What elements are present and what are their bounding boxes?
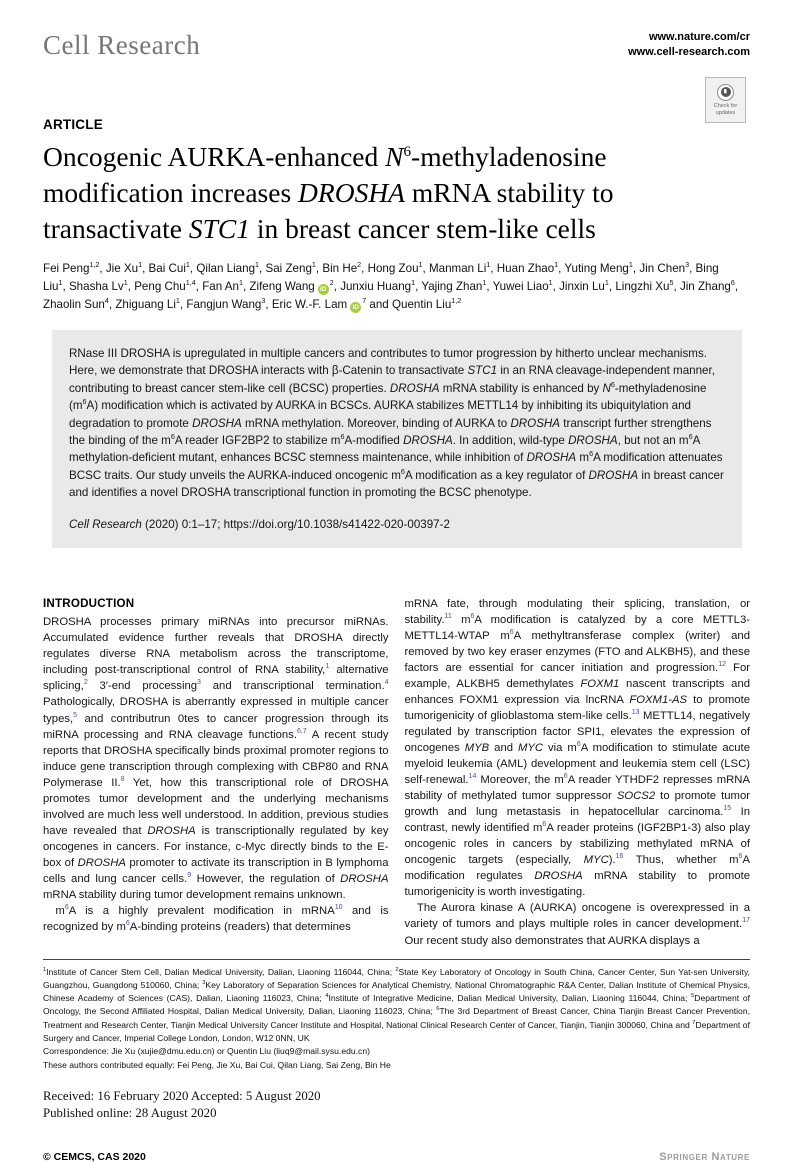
- author: Fan An$^1$: [202, 278, 243, 294]
- abstract-box: [52, 330, 742, 548]
- citation-line: Cell Research (2020) 0:1–17; https://doi.org/10.1038/s41422-020-00397-2: [69, 518, 450, 532]
- url-nature: www.nature.com/cr: [648, 31, 750, 43]
- right-column-text: [405, 596, 751, 949]
- author: Zifeng Wang $iD^2$: [249, 278, 334, 294]
- title-line-3: transactivate STC1 in breast cancer stem-like cells: [43, 213, 596, 245]
- author: Bai Cui$^1$: [148, 260, 190, 276]
- page-header: [43, 30, 750, 61]
- left-column-text: [43, 614, 389, 935]
- author: Zhiguang Li$^1$: [115, 296, 180, 311]
- author: Eric W.-F. Lam $iD^7$: [271, 296, 367, 311]
- badge-label: Check for updates: [713, 102, 738, 116]
- orcid-icon[interactable]: iD: [350, 302, 361, 313]
- journal-urls: [628, 30, 750, 60]
- author: Shasha Lv$^1$: [68, 278, 128, 294]
- received-accepted-line: Received: 16 February 2020 Accepted: 5 August 2020: [43, 1089, 321, 1104]
- article-kicker: ARTICLE: [43, 117, 103, 132]
- author: Yuwei Liao$^1$: [492, 278, 553, 294]
- author: Jin Zhang$^6$: [679, 278, 735, 294]
- author: Lingzhi Xu$^5$: [615, 278, 674, 294]
- publisher-logo: Springer Nature: [659, 1151, 750, 1163]
- crossmark-icon: [717, 84, 734, 101]
- footnotes: [43, 959, 750, 1073]
- body-columns: [43, 596, 750, 949]
- author: Jie Xu$^1$: [105, 260, 143, 276]
- title-line-1: Oncogenic AURKA-enhanced $N^6$-methyladenosine: [43, 141, 607, 172]
- author-list: Fei Peng$^{1,2}$, Jie Xu$^1$, Bai Cui$^1$, Qilan Liang$^1$, Sai Zeng$^1$, Bin He$^2$, Hong Zou$^1$, Manman Li$^1$, Huan Zhao$^1$, Yuting Meng$^1$, Jin Chen$^3$, Bing Liu$^1$, Shasha Lv$^1$, Peng Chu$^{1,4}$, Fan An$^1$, Zifeng Wang $iD^2$, Junxiu Huang$^1$, Yajing Zhan$^1$, Yuwei Liao$^1$, Jinxin Lu$^1$, Lingzhi Xu$^5$, Jin Zhang$^6$, Zhaolin Sun$^4$, Zhiguang Li$^1$, Fangjun Wang$^3$, Eric W.-F. Lam $iD^7$ and Quentin Liu$^{1,2}$: [43, 260, 739, 311]
- author: Jin Chen$^3$: [639, 260, 690, 276]
- copyright-notice: © CEMCS, CAS 2020: [43, 1151, 146, 1163]
- article-title: [43, 139, 750, 247]
- check-for-updates-badge[interactable]: [705, 77, 746, 123]
- author: Fangjun Wang$^3$: [186, 296, 266, 311]
- author: Yuting Meng$^1$: [564, 260, 633, 276]
- author: Manman Li$^1$: [428, 260, 491, 276]
- author: Jinxin Lu$^1$: [559, 278, 609, 294]
- orcid-icon[interactable]: iD: [318, 284, 329, 295]
- author: Sai Zeng$^1$: [265, 260, 316, 276]
- author: Fei Peng$^{1,2}$: [43, 260, 100, 276]
- url-cell-research: www.cell-research.com: [628, 45, 750, 58]
- author: Huan Zhao$^1$: [496, 260, 559, 276]
- author: Zhaolin Sun$^4$: [43, 296, 109, 311]
- abstract-text: RNase III DROSHA is upregulated in multiple cancers and contributes to tumor progression by hitherto unclear mechanisms. Here, we demonstrate that DROSHA interacts with β-Catenin to transactivate STC1 in an RNA cleavage-independent manner, contributing to breast cancer stem-like cell (BCSC) properties. DROSHA mRNA stability is enhanced by $N^6$-methyladenosine $(m^6A)$ modification which is activated by AURKA in BCSCs. AURKA stabilizes METTL14 by inhibiting its ubiquitylation and degradation to promote DROSHA mRNA methylation. Moreover, binding of AURKA to DROSHA transcript further strengthens the binding of the $m^6A$ reader IGF2BP2 to stabilize $m^6A$-modified DROSHA. In addition, wild-type DROSHA, but not an $m^6A$ methylation-deficient mutant, enhances BCSC stemness maintenance, while inhibition of DROSHA $m^6A$ modification attenuates BCSC traits. Our study unveils the AURKA-induced oncogenic $m^6A$ modification as a key regulator of DROSHA in breast cancer and identifies a novel DROSHA transcriptional function in promoting the BCSC phenotype.: [69, 346, 724, 500]
- author: Bin He$^2$: [322, 260, 362, 276]
- published-online-line: Published online: 28 August 2020: [43, 1105, 217, 1120]
- paragraph: The Aurora kinase A (AURKA) oncogene is overexpressed in a variety of tumors and plays multiple roles in cancer development.$^{17}$ Our recent study also demonstrates that AURKA displays a: [404, 902, 750, 947]
- author: Peng Chu$^{1,4}$: [134, 278, 196, 294]
- author: Qilan Liang$^1$: [196, 260, 260, 276]
- affiliations: $^1$Institute of Cancer Stem Cell, Dalian Medical University, Dalian, Liaoning 116044, China; $^2$State Key Laboratory of Oncology in South China, Cancer Center, Sun Yat-sen University, Guangzhou, Guangdong 510060, China; $^3$Key Laboratory of Separation Sciences for Analytical Chemistry, National Chromatographic R&A Center, Dalian Institute of Chemical Physics, Chinese Academy of Sciences (CAS), Dalian, Liaoning 116023, China; $^4$Institute of Integrative Medicine, Dalian Medical University, Dalian, Liaoning 116044, China; $^5$Department of Oncology, the Second Affiliated Hospital, Dalian Medical University, Dalian, Liaoning 116023, China; $^6$The 3rd Department of Breast Cancer, China Tianjin Breast Cancer Prevention, Treatment and Research Center, Tianjin Medical University Cancer Institute and Hospital, National Clinical Research Center of Cancer, Tianjin, Tianjin 300060, China and $^7$Department of Surgery and Cancer, Imperial College London, London, W12 0NN, UK: [43, 966, 751, 1044]
- paragraph: DROSHA processes primary miRNAs into precursor miRNAs. Accumulated evidence further reveals that DROSHA directly regulates diverse RNA metabolism across the transcriptome, including post-transcriptional control of RNA stability,$^1$ alternative splicing,$^2$ 3′-end processing$^3$ and transcriptional termination.$^4$ Pathologically, DROSHA is aberrantly expressed in multiple cancer types,$^5$ and contributrun 0tes to cancer progression through its miRNA processing and RNA cleavage functions.$^{6,7}$ A recent study reports that DROSHA specifically binds proximal promoter regions to induce gene transcription through complexing with CBP80 and RNA Polymerase II.$^8$ Yet, how this transcriptional role of DROSHA promotes tumor development and the underlying mechanisms involved are much less well understood. In addition, previous studies have revealed that DROSHA is transcriptionally regulated by key oncogenes in cancers. For instance, c-Myc directly binds to the E-box of DROSHA promoter to activate its transcription in B lymphoma cells and lung cancer cells.$^9$ However, the regulation of DROSHA mRNA stability during tumor development remains unknown.: [43, 616, 389, 901]
- paragraph: $m^6A$ is a highly prevalent modification in mRNA$^{10}$ and is recognized by $m^6A$-binding proteins (readers) that determines: [43, 904, 389, 933]
- title-line-2: modification increases DROSHA mRNA stability to: [43, 177, 614, 209]
- right-column: [405, 596, 751, 949]
- equal-contribution-line: These authors contributed equally: Fei Peng, Jie Xu, Bai Cui, Qilan Liang, Sai Zeng, Bin He: [43, 1059, 391, 1070]
- author: Junxiu Huang$^1$: [340, 278, 416, 294]
- author: Bing Liu$^1$: [43, 262, 719, 294]
- author: Hong Zou$^1$: [367, 260, 423, 276]
- page-footer: [43, 1151, 750, 1163]
- author: Yajing Zhan$^1$: [421, 278, 487, 294]
- introduction-heading: INTRODUCTION: [43, 596, 135, 610]
- correspondence-line: Correspondence: Jie Xu (xujie@dmu.edu.cn) or Quentin Liu (liuq9@mail.sysu.edu.cn): [43, 1046, 370, 1057]
- journal-logo: Cell Research: [43, 30, 201, 60]
- author: Quentin Liu$^{1,2}$: [391, 296, 462, 311]
- left-column: [43, 596, 389, 949]
- paragraph: mRNA fate, through modulating their splicing, translation, or stability.$^{11}$ $m^6A$ modification is catalyzed by a core METTL3-METTL14-WTAP $m^6A$ methyltransferase complex (writer) and removed by two key eraser enzymes (FTO and ALKBH5), and these factors are essential for cancer initiation and progression.$^{12}$ For example, ALKBH5 demethylates FOXM1 nascent transcripts and enhances FOXM1 expression via lncRNA FOXM1-AS to promote tumorigenicity of glioblastoma stem-like cells.$^{13}$ METTL14, negatively regulated by transcription factor SPI1, elevates the expression of oncogenes MYB and MYC via $m^6A$ modification to stimulate acute myeloid leukemia (AML) development and leukemia stem cell (LSC) self-renewal.$^{14}$ Moreover, the $m^6A$ reader YTHDF2 represses mRNA stability of methylated tumor suppressor SOCS2 to promote tumor growth and lung metastasis in hepatocellular carcinoma.$^{15}$ In contrast, newly identified $m^6A$ reader proteins (IGF2BP1-3) also play oncogenic roles in cancers by stabilizing methylated mRNA of oncogenic targets (especially, MYC).$^{16}$ Thus, whether $m^6A$ modification regulates DROSHA mRNA stability to promote tumorigenicity is worth investigating.: [404, 597, 751, 899]
- dates-block: [43, 1088, 750, 1121]
